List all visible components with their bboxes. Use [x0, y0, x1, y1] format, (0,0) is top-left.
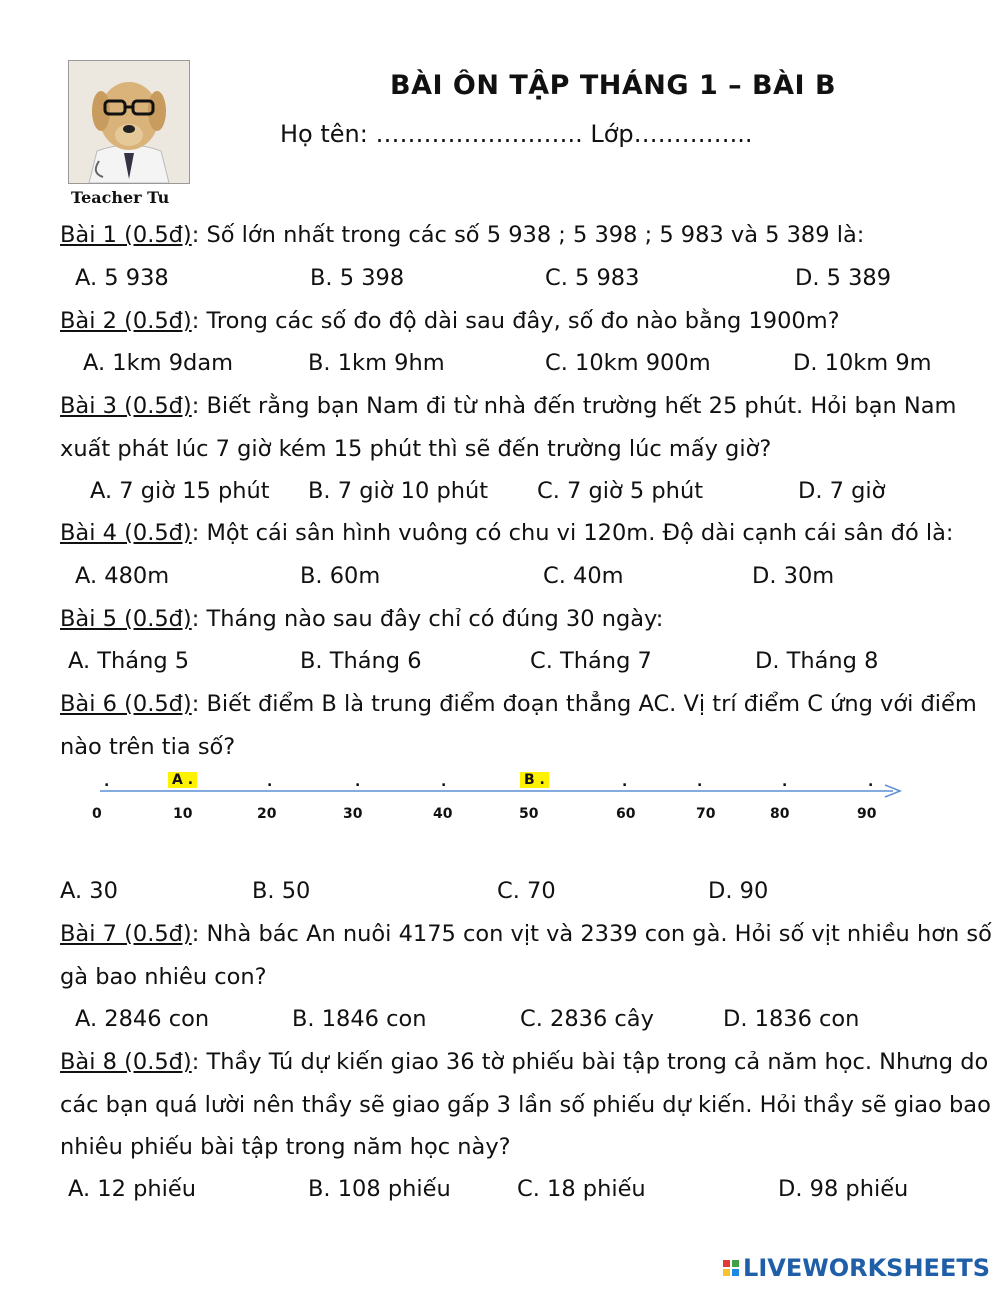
q5-option-b[interactable]: B. Tháng 6 [300, 648, 422, 674]
q4-option-a[interactable]: A. 480m [75, 563, 170, 589]
q6-option-d[interactable]: D. 90 [708, 878, 769, 904]
question-6-cont: nào trên tia số? [60, 734, 236, 760]
q4-option-b[interactable]: B. 60m [300, 563, 381, 589]
liveworksheets-footer[interactable] [723, 1254, 990, 1282]
q1-option-b[interactable]: B. 5 398 [310, 265, 405, 291]
q7-option-b[interactable]: B. 1846 con [292, 1006, 427, 1032]
number-line-dot-20: . [267, 774, 273, 790]
q6-option-b[interactable]: B. 50 [252, 878, 311, 904]
question-2-label: Bài 2 (0.5đ) [60, 308, 192, 334]
number-line-dot-0: . [104, 774, 110, 790]
tick-30: 30 [343, 806, 363, 822]
dog-teacher-icon [69, 61, 189, 183]
question-5 [60, 606, 663, 632]
q6-option-a[interactable]: A. 30 [60, 878, 118, 904]
q8-option-c[interactable]: C. 18 phiếu [517, 1176, 646, 1202]
q7-option-d[interactable]: D. 1836 con [723, 1006, 860, 1032]
page-title: BÀI ÔN TẬP THÁNG 1 – BÀI B [390, 70, 837, 101]
question-5-label: Bài 5 (0.5đ) [60, 606, 192, 632]
q5-option-c[interactable]: C. Tháng 7 [530, 648, 652, 674]
liveworksheets-logo-icon [723, 1260, 739, 1276]
number-line-dot-90: . [868, 774, 874, 790]
question-2 [60, 308, 840, 334]
q6-option-c[interactable]: C. 70 [497, 878, 556, 904]
q7-option-a[interactable]: A. 2846 con [75, 1006, 210, 1032]
q2-option-a[interactable]: A. 1km 9dam [83, 350, 234, 376]
q8-option-a[interactable]: A. 12 phiếu [68, 1176, 196, 1202]
number-line-dot-40: . [441, 774, 447, 790]
number-line-dot-60: . [622, 774, 628, 790]
question-4-text: : Một cái sân hình vuông có chu vi 120m. Độ dài cạnh cái sân đó là: [191, 520, 954, 546]
number-line-dot-30: . [355, 774, 361, 790]
q1-option-a[interactable]: A. 5 938 [75, 265, 169, 291]
point-a-marker [168, 772, 197, 788]
question-7-label: Bài 7 (0.5đ) [60, 921, 192, 947]
tick-80: 80 [770, 806, 790, 822]
q2-option-c[interactable]: C. 10km 900m [545, 350, 711, 376]
q8-option-d[interactable]: D. 98 phiếu [778, 1176, 909, 1202]
tick-40: 40 [433, 806, 453, 822]
question-6-text: : Biết điểm B là trung điểm đoạn thẳng AC. Vị trí điểm C ứng với điểm [191, 691, 977, 717]
question-4 [60, 520, 954, 546]
question-2-text: : Trong các số đo độ dài sau đây, số đo nào bằng 1900m? [191, 308, 840, 334]
q5-option-d[interactable]: D. Tháng 8 [755, 648, 879, 674]
q3-option-b[interactable]: B. 7 giờ 10 phút [308, 478, 489, 504]
number-line [0, 760, 1000, 830]
q7-option-c[interactable]: C. 2836 cây [520, 1006, 654, 1032]
question-8-cont: các bạn quá lười nên thầy sẽ giao gấp 3 lần số phiếu dự kiến. Hỏi thầy sẽ giao bao [60, 1092, 991, 1118]
q1-option-d[interactable]: D. 5 389 [795, 265, 892, 291]
point-b-marker [520, 772, 549, 788]
q3-option-d[interactable]: D. 7 giờ [798, 478, 886, 504]
tick-50: 50 [519, 806, 539, 822]
q1-option-c[interactable]: C. 5 983 [545, 265, 640, 291]
number-line-dot-70: . [697, 774, 703, 790]
tick-0: 0 [92, 806, 102, 822]
q4-option-d[interactable]: D. 30m [752, 563, 835, 589]
q3-option-a[interactable]: A. 7 giờ 15 phút [90, 478, 270, 504]
teacher-caption: Teacher Tu [71, 188, 170, 207]
question-3-cont: xuất phát lúc 7 giờ kém 15 phút thì sẽ đến trường lúc mấy giờ? [60, 436, 772, 462]
teacher-photo [68, 60, 190, 184]
tick-90: 90 [857, 806, 877, 822]
question-1-label: Bài 1 (0.5đ) [60, 222, 192, 248]
q4-option-c[interactable]: C. 40m [543, 563, 624, 589]
question-5-text: : Tháng nào sau đây chỉ có đúng 30 ngày: [191, 606, 664, 632]
question-3 [60, 393, 956, 419]
tick-20: 20 [257, 806, 277, 822]
question-7 [60, 921, 992, 947]
point-a-label: A . [168, 772, 197, 788]
number-line-axis [0, 760, 1000, 830]
q5-option-a[interactable]: A. Tháng 5 [68, 648, 190, 674]
question-1 [60, 222, 864, 248]
footer-brand: LIVEWORKSHEETS [743, 1254, 990, 1282]
question-8-label: Bài 8 (0.5đ) [60, 1049, 192, 1075]
name-line: Họ tên: …………………….. Lớp…………... [280, 120, 753, 148]
question-3-label: Bài 3 (0.5đ) [60, 393, 192, 419]
tick-70: 70 [696, 806, 716, 822]
q3-option-c[interactable]: C. 7 giờ 5 phút [537, 478, 704, 504]
tick-10: 10 [173, 806, 193, 822]
q8-option-b[interactable]: B. 108 phiếu [308, 1176, 451, 1202]
q2-option-d[interactable]: D. 10km 9m [793, 350, 932, 376]
question-8 [60, 1049, 988, 1075]
q2-option-b[interactable]: B. 1km 9hm [308, 350, 445, 376]
number-line-dot-80: . [782, 774, 788, 790]
tick-60: 60 [616, 806, 636, 822]
question-4-label: Bài 4 (0.5đ) [60, 520, 192, 546]
question-7-text: : Nhà bác An nuôi 4175 con vịt và 2339 con gà. Hỏi số vịt nhiều hơn số [191, 921, 992, 947]
question-6 [60, 691, 977, 717]
question-3-text: : Biết rằng bạn Nam đi từ nhà đến trường hết 25 phút. Hỏi bạn Nam [191, 393, 957, 419]
question-6-label: Bài 6 (0.5đ) [60, 691, 192, 717]
question-1-text: : Số lớn nhất trong các số 5 938 ; 5 398 ; 5 983 và 5 389 là: [191, 222, 865, 248]
question-7-cont: gà bao nhiêu con? [60, 964, 267, 990]
question-8-cont2: nhiêu phiếu bài tập trong năm học này? [60, 1134, 511, 1160]
point-b-label: B . [520, 772, 549, 788]
question-8-text: : Thầy Tú dự kiến giao 36 tờ phiếu bài tập trong cả năm học. Nhưng do [191, 1049, 989, 1075]
